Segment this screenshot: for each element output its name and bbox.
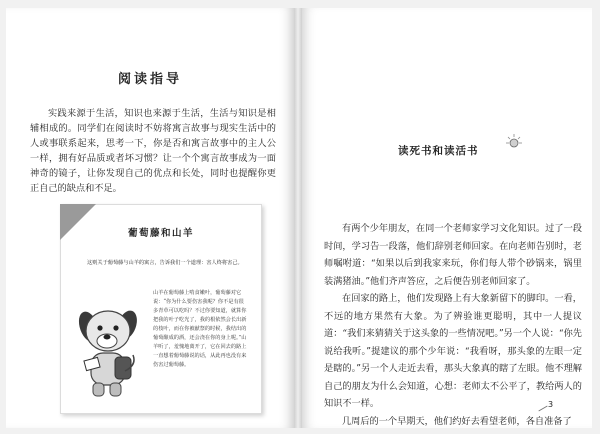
story-intro: 这则关于葡萄藤与山羊的寓言，告诉我们一个道理：害人终将害己。 — [87, 260, 243, 266]
guide-paragraph: 实践来源于生活，知识也来源于生活，生活与知识是相辅相成的。同学们在阅读时不妨将寓言故事与现实生活中的人或事联系起来，思考一下，你是否和寓言故事中的主人公一样，拥有好品质或者坏习惯？让一个个寓言故事成为一面神奇的镜子，让你发现自己的优点和长处，同时也提醒你更正自己的缺点和不足。 — [30, 108, 276, 194]
story-text: 山羊在葡萄藤上啃食嫩叶，葡萄藤对它说：“你为什么要伤害我呢？你不是有很多青草可以吃吗？不过你要知道，就算你把我的叶子吃光了，我的根依然会长出新的枝叶，而在你被献祭的时候，我结出的葡萄酿成的酒，还会浇在你的身上呢。”山羊听了，羞愧地离开了，它在回去的路上一直想着葡萄藤说的话，从此再也没有来伤害过葡萄藤。 — [153, 290, 247, 368]
paragraph: 有两个少年朋友，在同一个老师家学习文化知识。过了一段时间，学习告一段落，他们辞别老师回家。在向老师告别时，老师嘱咐道：“如果以后到我家来玩，你们每人带个砂锅来，锅里装满猪油。”他们齐声答应，之后便告别老师回家了。 — [324, 223, 582, 287]
story-body — [324, 220, 582, 430]
story-title: 葡萄藤和山羊 — [127, 228, 194, 239]
right-page — [302, 8, 592, 428]
paragraph: 在回家的路上，他们发现路上有大象新留下的脚印。一看，不远的地方果然有大象。为了辨验谁更聪明，其中一人提议道：“我们来猜猜关于这头象的一些情况吧。”另一个人说：“你先说给我听。”提建议的那个少年说：“我看呀，那头象的左眼一定是瞎的。”另一个人走近去看，那头大象真的瞎了左眼。他不理解自己的朋友为什么会知道，心想：老师太不公平了，教给两人的知识不一样。 — [324, 293, 582, 409]
left-page — [6, 8, 294, 428]
paragraph: 几周后的一个早期天，他们约好去看望老师，各自准备了 — [342, 415, 572, 427]
page-heading: 阅读指导 — [117, 72, 182, 87]
book-gutter — [294, 8, 302, 428]
page-number: 3 — [548, 400, 554, 409]
story-card — [60, 204, 262, 414]
section-title: 读死书和读活书 — [398, 145, 479, 157]
dog-mascot-icon — [71, 301, 151, 401]
lightbulb-icon — [502, 133, 532, 153]
